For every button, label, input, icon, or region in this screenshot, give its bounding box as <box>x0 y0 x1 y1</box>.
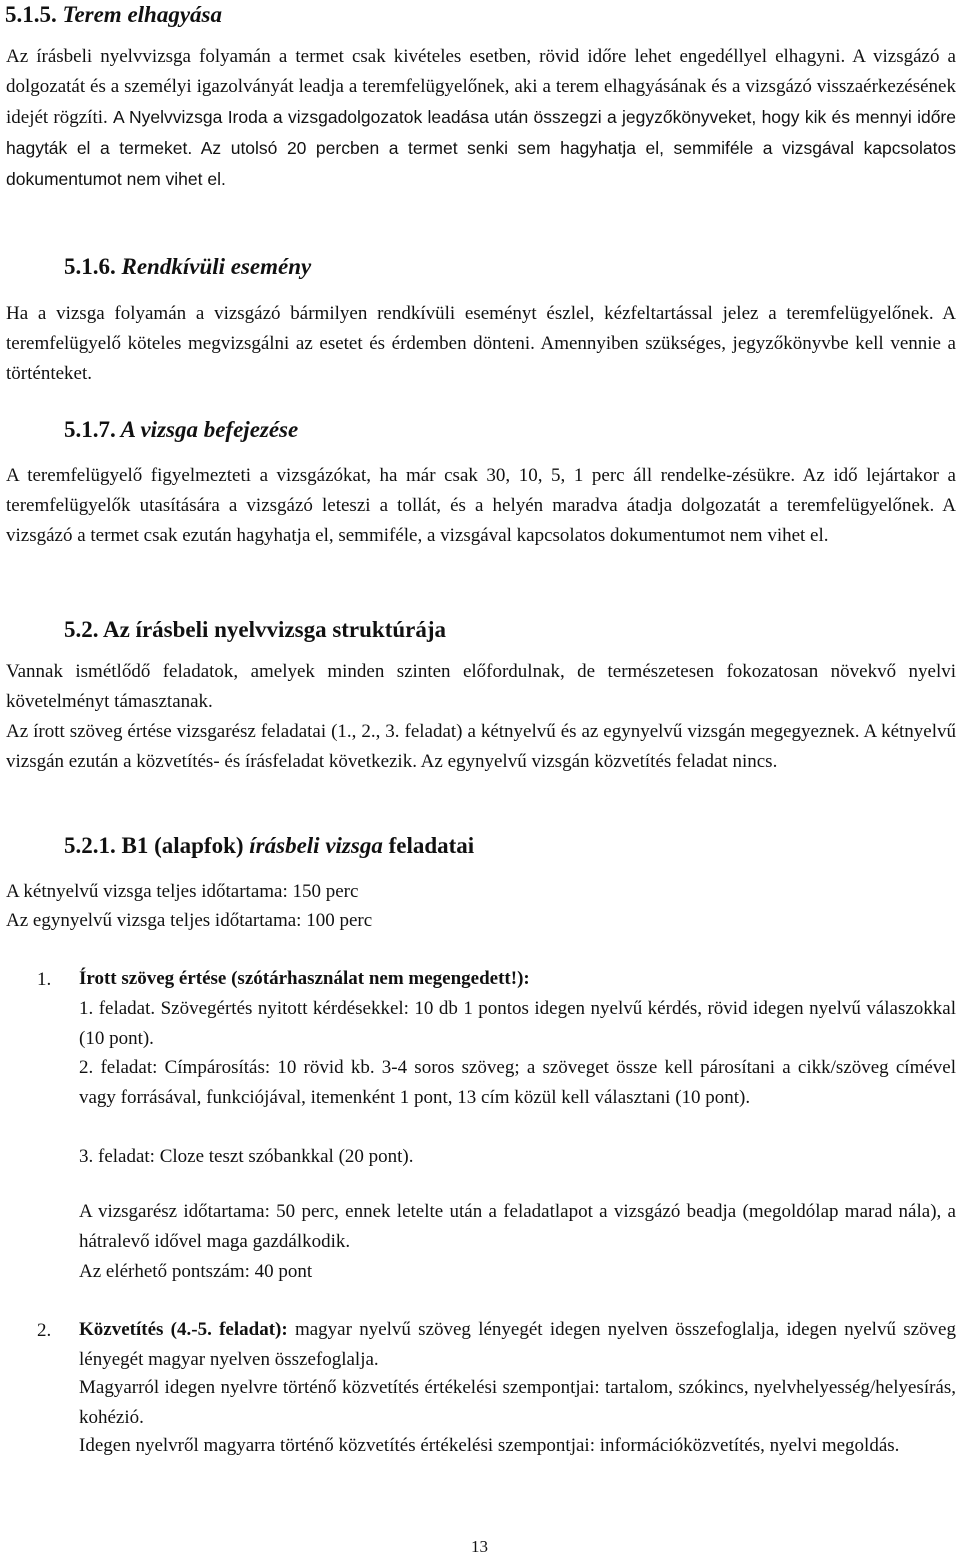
section-heading-5-2-1 <box>64 833 474 859</box>
points-note <box>79 1257 956 1287</box>
section-number: 5.1.7. <box>64 417 116 442</box>
paragraph <box>6 461 956 551</box>
task-text: 1. feladat. Szövegértés nyitott kérdésekkel: 10 db 1 pontos idegen nyelvű kérdés, rövid idegen nyelvű válaszokkal (10 pont). <box>79 998 956 1049</box>
section-title: Rendkívüli esemény <box>121 254 312 279</box>
criteria-text: Idegen nyelvről magyarra történő közvetítés értékelési szempontjai: információközvetítés, nyelvi megoldás. <box>79 1435 900 1456</box>
paragraph-text: Ha a vizsga folyamán a vizsgázó bármilyen rendkívüli eseményt észlel, kézfeltartással jelez a teremfelügyelőnek. A teremfelügyelő köteles megvizsgálni az esetet és érdemben dönteni. Amennyiben szükséges, jegyzőkönyvbe kell vennie a történteket. <box>6 303 956 384</box>
criteria-paragraph <box>79 1431 956 1461</box>
section-number: 5.1.6. <box>64 254 116 279</box>
paragraph <box>6 657 956 717</box>
list-number: 1. <box>37 969 52 990</box>
list-item-title-text: Írott szöveg értése (szótárhasználat nem megengedett!): <box>79 968 530 989</box>
section-title-part: feladatai <box>388 833 475 858</box>
paragraph-text: A teremfelügyelő figyelmezteti a vizsgázókat, ha már csak 30, 10, 5, 1 perc áll rendelke-zésükre. Az idő lejártakor a teremfelügyelők utasítására a vizsgázó leteszi a tollát, és a helyén maradva átadja dolgozatát a teremfelügyelőnek. A vizsgázó a termet csak ezután hagyhatja el, semmiféle, a vizsgával kapcsolatos dokumentumot nem vihet el. <box>6 465 956 546</box>
list-number: 2. <box>37 1320 52 1341</box>
section-heading-5-2: 5.2. Az írásbeli nyelvvizsga struktúrája <box>64 617 447 642</box>
section-heading-5-1-7 <box>64 417 298 443</box>
criteria-text: Magyarról idegen nyelvre történő közvetítés értékelési szempontjai: tartalom, szókincs, nyelvhelyesség/helyesírás, kohézió. <box>79 1377 956 1428</box>
section-title: Terem elhagyása <box>62 2 222 27</box>
section-title: A vizsga befejezése <box>120 417 299 442</box>
duration-note <box>79 1197 956 1257</box>
section-number: 5.2.1. <box>64 833 116 858</box>
duration-note-text: A vizsgarész időtartama: 50 perc, ennek letelte után a feladatlapot a vizsgázó beadja (megoldólap marad nála), a hátralevő idővel maga gazdálkodik. <box>79 1201 956 1252</box>
paragraph <box>6 42 956 195</box>
task-description <box>79 1142 956 1172</box>
list-item-title-text: Közvetítés (4.-5. feladat): <box>79 1319 288 1340</box>
criteria-paragraph <box>79 1373 956 1433</box>
paragraph-text: Az írott szöveg értése vizsgarész feladatai (1., 2., 3. feladat) a kétnyelvű és az egynyelvű vizsgán megegyeznek. A kétnyelvű vizsgán ezután a közvetítés- és írásfeladat következik. Az egynyelvű vizsgán közvetítés feladat nincs. <box>6 721 956 772</box>
section-heading-5-1-6 <box>64 254 311 280</box>
list-item-body <box>79 1315 956 1375</box>
section-number: 5.1.5. <box>5 2 57 27</box>
task-text: 2. feladat: Címpárosítás: 10 rövid kb. 3-4 soros szöveg; a szöveget össze kell párosítani a cikk/szöveg címével vagy forrásával, funkciójával, itemenként 1 pont, 13 cím közül kell választani (10 pont). <box>79 1057 956 1108</box>
paragraph <box>6 717 956 777</box>
page-number: 13 <box>471 1537 488 1556</box>
duration-line: Az egynyelvű vizsga teljes időtartama: 100 perc <box>6 910 373 931</box>
list-item-text: magyar nyelvű szöveg lényegét idegen nyelven összefoglalja, idegen nyelvű szöveg lényegét magyar nyelven összefoglalja. <box>79 1319 956 1370</box>
paragraph-text: Az írásbeli nyelvvizsga folyamán a termet csak kivételes esetben, rövid időre lehet engedéllyel elhagyni. A vizsgázó a dolgozatát és a személyi igazolványát leadja a teremfelügyelőnek, aki a terem elhagyásának és a vizsgázó visszaérkezésének idejét rögzíti. <box>6 46 956 128</box>
task-description <box>79 1053 956 1113</box>
section-title-part: B1 (alapfok) <box>121 833 244 858</box>
section-title-italic: írásbeli vizsga <box>249 833 383 858</box>
paragraph-text: Vannak ismétlődő feladatok, amelyek minden szinten előfordulnak, de természetesen fokozatosan növekvő nyelvi követelményt támasztanak. <box>6 661 956 712</box>
duration-line: A kétnyelvű vizsga teljes időtartama: 150 perc <box>6 881 359 902</box>
section-heading-5-1-5 <box>5 2 222 28</box>
task-description <box>79 994 956 1054</box>
paragraph-text-sans: A Nyelvvizsga Iroda a vizsgadolgozatok leadása után összegzi a jegyzőkönyveket, hogy kik és mennyi időre hagyták el a termeket. Az utolsó 20 percben a termet senki sem hagyhatja el, semmiféle a vizsgával kapcsolatos dokumentumot nem vihet el. <box>6 107 956 189</box>
list-item-title <box>79 964 956 994</box>
paragraph <box>6 299 956 389</box>
points-note-text: Az elérhető pontszám: 40 pont <box>79 1261 313 1282</box>
task-text: 3. feladat: Cloze teszt szóbankkal (20 pont). <box>79 1146 414 1167</box>
